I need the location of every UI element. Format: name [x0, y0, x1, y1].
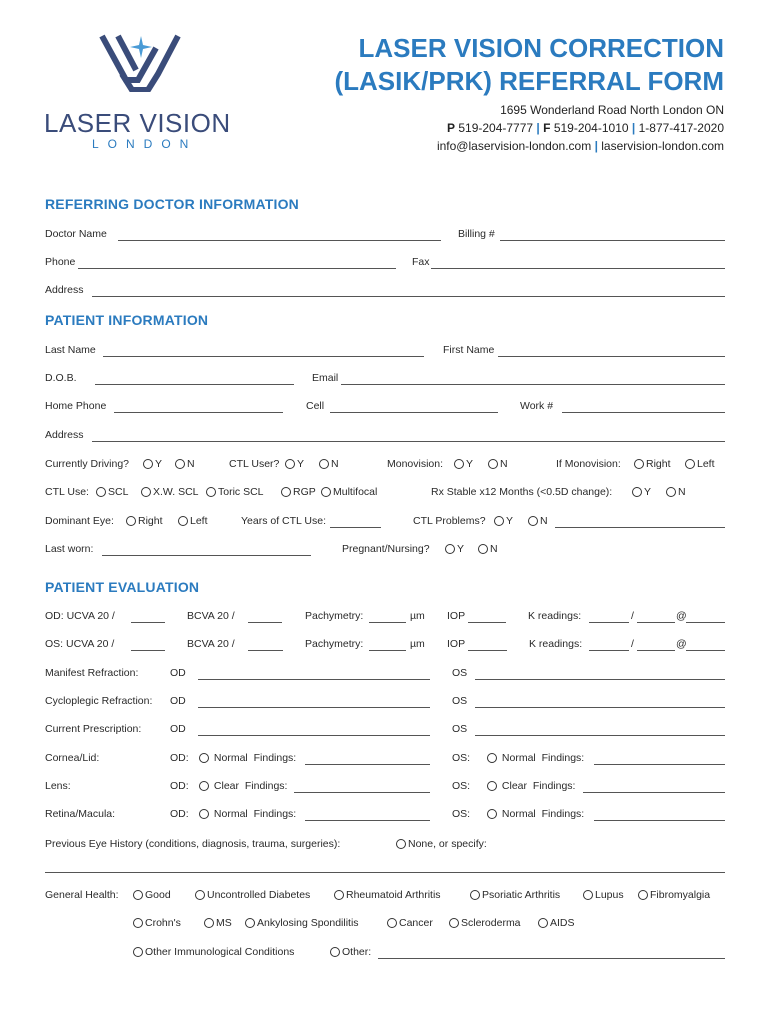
- label-cycloplegic: Cycloplegic Refraction:: [45, 695, 153, 707]
- radio-icon[interactable]: [387, 918, 397, 928]
- label-slash: /: [631, 610, 634, 622]
- lens-od-findings-field[interactable]: [294, 792, 430, 793]
- od-pachymetry-field[interactable]: [369, 622, 406, 623]
- label-previous-history: Previous Eye History (conditions, diagnosis, trauma, surgeries):: [45, 838, 341, 850]
- option-label: Other:: [342, 946, 372, 958]
- radio-icon[interactable]: [245, 918, 255, 928]
- rx-stable-no-option[interactable]: [666, 486, 686, 498]
- laser-vision-logo-icon: [96, 30, 186, 92]
- label-last-worn: Last worn:: [45, 543, 94, 555]
- health-cancer-option[interactable]: [387, 917, 433, 929]
- radio-icon[interactable]: [141, 487, 151, 497]
- option-label: Toric SCL: [218, 486, 264, 498]
- option-label: Y: [297, 458, 305, 470]
- label-at: @: [676, 638, 687, 650]
- label-billing: Billing #: [458, 228, 495, 240]
- retina-od-findings-field[interactable]: [305, 820, 430, 821]
- health-other-field[interactable]: [378, 958, 725, 959]
- label-work: Work #: [520, 400, 554, 412]
- health-scleroderma-option[interactable]: [449, 917, 521, 929]
- label-pregnant: Pregnant/Nursing?: [342, 543, 430, 555]
- separator: |: [631, 121, 636, 135]
- radio-icon[interactable]: [488, 459, 498, 469]
- label-od-iop: IOP: [447, 610, 466, 622]
- previous-history-field[interactable]: [45, 872, 725, 873]
- option-label: Rheumatoid Arthritis: [346, 889, 441, 901]
- label-od-bcva: BCVA 20 /: [187, 610, 235, 622]
- form-title-line2: (LASIK/PRK) REFERRAL FORM: [334, 66, 724, 96]
- label-last-name: Last Name: [45, 344, 96, 356]
- radio-icon[interactable]: [143, 459, 153, 469]
- option-label: Clear: [213, 780, 240, 792]
- label-os: OS: [452, 667, 468, 679]
- first-name-field[interactable]: [498, 356, 725, 357]
- radio-icon[interactable]: [285, 459, 295, 469]
- label-if-monovision: If Monovision:: [556, 458, 621, 470]
- label-od-ucva: OD: UCVA 20 /: [45, 610, 115, 622]
- retina-od-normal-option[interactable]: [199, 808, 296, 820]
- radio-icon[interactable]: [199, 753, 209, 763]
- history-none-option[interactable]: [396, 838, 487, 850]
- label-dominant-eye: Dominant Eye:: [45, 515, 114, 527]
- label-od: OD: [170, 723, 186, 735]
- manifest-od-field[interactable]: [198, 679, 430, 680]
- radio-icon[interactable]: [319, 459, 329, 469]
- label-os-ucva: OS: UCVA 20 /: [45, 638, 115, 650]
- section-heading-patient: PATIENT INFORMATION: [45, 312, 209, 328]
- option-label: Lupus: [595, 889, 624, 901]
- findings-label: Findings:: [253, 752, 297, 764]
- separator: |: [536, 121, 540, 135]
- clinic-contact: [437, 139, 724, 153]
- option-label: Uncontrolled Diabetes: [207, 889, 311, 901]
- radio-icon[interactable]: [445, 544, 455, 554]
- option-label: Y: [457, 543, 465, 555]
- radio-icon[interactable]: [204, 918, 214, 928]
- manifest-os-field[interactable]: [475, 679, 725, 680]
- billing-field[interactable]: [500, 240, 725, 241]
- label-um: µm: [410, 610, 425, 622]
- radio-icon[interactable]: [487, 809, 497, 819]
- label-first-name: First Name: [443, 344, 495, 356]
- option-label: Left: [697, 458, 715, 470]
- option-label: N: [678, 486, 686, 498]
- option-label: Clear: [501, 780, 528, 792]
- health-lupus-option[interactable]: [583, 889, 624, 901]
- health-psoriatic-option[interactable]: [470, 889, 560, 901]
- dominant-left-option[interactable]: [178, 515, 208, 527]
- radio-icon[interactable]: [175, 459, 185, 469]
- radio-icon[interactable]: [133, 947, 143, 957]
- clinic-address: 1695 Wonderland Road North London ON: [500, 103, 724, 117]
- phone-number: 519-204-7777: [458, 121, 534, 135]
- last-name-field[interactable]: [103, 356, 424, 357]
- radio-icon[interactable]: [199, 781, 209, 791]
- label-years-ctl: Years of CTL Use:: [241, 515, 327, 527]
- radio-icon[interactable]: [638, 890, 648, 900]
- lens-os-clear-option[interactable]: [487, 780, 575, 792]
- radio-icon[interactable]: [528, 516, 538, 526]
- option-label: X.W. SCL: [153, 486, 199, 498]
- ctl-problems-field[interactable]: [555, 527, 725, 528]
- label-od-colon: OD:: [170, 780, 189, 792]
- health-other-option[interactable]: [330, 946, 371, 958]
- email-field[interactable]: [341, 384, 725, 385]
- os-pachymetry-field[interactable]: [369, 650, 406, 651]
- ctl-rgp-option[interactable]: [281, 486, 316, 498]
- radio-icon[interactable]: [538, 918, 548, 928]
- label-os-colon: OS:: [452, 752, 471, 764]
- os-iop-field[interactable]: [468, 650, 507, 651]
- lens-od-clear-option[interactable]: [199, 780, 287, 792]
- clinic-website[interactable]: laservision-london.com: [601, 139, 724, 153]
- ctl-problems-yes-option[interactable]: [494, 515, 513, 527]
- label-doctor-name: Doctor Name: [45, 228, 107, 240]
- label-email: Email: [312, 372, 339, 384]
- cell-field[interactable]: [330, 412, 498, 413]
- option-label: Y: [155, 458, 163, 470]
- radio-icon[interactable]: [396, 839, 406, 849]
- option-label: Normal: [501, 808, 536, 820]
- driving-no-option[interactable]: [175, 458, 195, 470]
- label-general-health: General Health:: [45, 889, 119, 901]
- option-label: N: [540, 515, 548, 527]
- lens-os-findings-field[interactable]: [583, 792, 725, 793]
- option-label: None, or specify:: [408, 838, 487, 850]
- label-os-k-readings: K readings:: [529, 638, 583, 650]
- retina-os-findings-field[interactable]: [594, 820, 725, 821]
- findings-label: Findings:: [244, 780, 288, 792]
- doctor-address-field[interactable]: [92, 296, 725, 297]
- radio-icon[interactable]: [206, 487, 216, 497]
- section-heading-referring: REFERRING DOCTOR INFORMATION: [45, 196, 299, 212]
- label-ctl-use: CTL Use:: [45, 486, 89, 498]
- label-ctl-user: CTL User?: [229, 458, 280, 470]
- od-bcva-field[interactable]: [248, 622, 282, 623]
- current-rx-os-field[interactable]: [475, 735, 725, 736]
- ctl-user-no-option[interactable]: [319, 458, 339, 470]
- option-label: Normal: [501, 752, 536, 764]
- monovision-left-option[interactable]: [685, 458, 715, 470]
- fax-number: 519-204-1010: [553, 121, 629, 135]
- clinic-phones: [447, 121, 724, 135]
- option-label: Right: [646, 458, 671, 470]
- section-heading-evaluation: PATIENT EVALUATION: [45, 579, 200, 595]
- cornea-os-normal-option[interactable]: [487, 752, 584, 764]
- radio-icon[interactable]: [583, 890, 593, 900]
- radio-icon[interactable]: [330, 947, 340, 957]
- cornea-od-normal-option[interactable]: [199, 752, 296, 764]
- radio-icon[interactable]: [632, 487, 642, 497]
- radio-icon[interactable]: [281, 487, 291, 497]
- option-label: Fibromyalgia: [650, 889, 711, 901]
- label-cell: Cell: [306, 400, 325, 412]
- label-manifest: Manifest Refraction:: [45, 667, 139, 679]
- phone-prefix: P: [446, 121, 455, 135]
- monovision-yes-option[interactable]: [454, 458, 473, 470]
- option-label: Psoriatic Arthritis: [482, 889, 561, 901]
- option-label: N: [331, 458, 339, 470]
- label-od-pachymetry: Pachymetry:: [305, 610, 364, 622]
- health-good-option[interactable]: [133, 889, 171, 901]
- radio-icon[interactable]: [449, 918, 459, 928]
- option-label: Scleroderma: [461, 917, 521, 929]
- work-field[interactable]: [562, 412, 725, 413]
- cycloplegic-os-field[interactable]: [475, 707, 725, 708]
- option-label: Left: [190, 515, 208, 527]
- option-label: Y: [644, 486, 652, 498]
- clinic-email[interactable]: info@laservision-london.com: [436, 139, 592, 153]
- form-title-line1: LASER VISION CORRECTION: [358, 33, 724, 63]
- option-label: Cancer: [399, 917, 433, 929]
- option-label: Ankylosing Spondilitis: [257, 917, 359, 929]
- cornea-os-findings-field[interactable]: [594, 764, 725, 765]
- radio-icon[interactable]: [126, 516, 136, 526]
- option-label: Good: [145, 889, 171, 901]
- label-os-iop: IOP: [447, 638, 466, 650]
- driving-yes-option[interactable]: [143, 458, 162, 470]
- label-od-colon: OD:: [170, 808, 189, 820]
- health-diabetes-option[interactable]: [195, 889, 310, 901]
- radio-icon[interactable]: [487, 753, 497, 763]
- cornea-od-findings-field[interactable]: [305, 764, 430, 765]
- option-label: N: [500, 458, 508, 470]
- dominant-right-option[interactable]: [126, 515, 163, 527]
- option-label: Crohn's: [145, 917, 181, 929]
- option-label: Y: [466, 458, 474, 470]
- option-label: SCL: [108, 486, 129, 498]
- label-od-k-readings: K readings:: [528, 610, 582, 622]
- cycloplegic-od-field[interactable]: [198, 707, 430, 708]
- option-label: Y: [506, 515, 514, 527]
- ctl-scl-option[interactable]: [96, 486, 128, 498]
- patient-address-field[interactable]: [92, 441, 725, 442]
- label-patient-address: Address: [45, 429, 84, 441]
- label-current-rx: Current Prescription:: [45, 723, 142, 735]
- radio-icon[interactable]: [454, 459, 464, 469]
- doctor-name-field[interactable]: [118, 240, 441, 241]
- radio-icon[interactable]: [334, 890, 344, 900]
- option-label: Normal: [213, 752, 248, 764]
- health-other-immuno-option[interactable]: [133, 946, 294, 958]
- radio-icon[interactable]: [494, 516, 504, 526]
- label-home-phone: Home Phone: [45, 400, 107, 412]
- os-k2-field[interactable]: [637, 650, 675, 651]
- monovision-right-option[interactable]: [634, 458, 671, 470]
- radio-icon[interactable]: [685, 459, 695, 469]
- radio-icon[interactable]: [321, 487, 331, 497]
- ctl-xw-scl-option[interactable]: [141, 486, 199, 498]
- rx-stable-yes-option[interactable]: [632, 486, 651, 498]
- od-iop-field[interactable]: [468, 622, 506, 623]
- pregnant-no-option[interactable]: [478, 543, 498, 555]
- option-label: N: [187, 458, 195, 470]
- dob-field[interactable]: [95, 384, 294, 385]
- label-dob: D.O.B.: [45, 372, 77, 384]
- option-label: N: [490, 543, 498, 555]
- label-retina: Retina/Macula:: [45, 808, 116, 820]
- radio-icon[interactable]: [666, 487, 676, 497]
- label-monovision: Monovision:: [387, 458, 444, 470]
- option-label: AIDS: [550, 917, 575, 929]
- label-cornea: Cornea/Lid:: [45, 752, 100, 764]
- current-rx-od-field[interactable]: [198, 735, 430, 736]
- findings-label: Findings:: [541, 808, 585, 820]
- home-phone-field[interactable]: [114, 412, 283, 413]
- radio-icon[interactable]: [199, 809, 209, 819]
- radio-icon[interactable]: [133, 918, 143, 928]
- label-os-colon: OS:: [452, 808, 471, 820]
- years-ctl-field[interactable]: [330, 527, 381, 528]
- label-os: OS: [452, 723, 468, 735]
- label-at: @: [676, 610, 687, 622]
- health-fibromyalgia-option[interactable]: [638, 889, 710, 901]
- label-os-colon: OS:: [452, 780, 471, 792]
- ctl-toric-scl-option[interactable]: [206, 486, 264, 498]
- findings-label: Findings:: [253, 808, 297, 820]
- radio-icon[interactable]: [487, 781, 497, 791]
- doctor-phone-field[interactable]: [78, 268, 396, 269]
- os-ucva-field[interactable]: [131, 650, 165, 651]
- ctl-user-yes-option[interactable]: [285, 458, 304, 470]
- label-od: OD: [170, 695, 186, 707]
- radio-icon[interactable]: [133, 890, 143, 900]
- label-lens: Lens:: [45, 780, 71, 792]
- ctl-problems-no-option[interactable]: [528, 515, 548, 527]
- option-label: Other Immunological Conditions: [145, 946, 295, 958]
- retina-os-normal-option[interactable]: [487, 808, 584, 820]
- logo-subtitle: LONDON: [92, 137, 198, 151]
- findings-label: Findings:: [532, 780, 576, 792]
- option-label: RGP: [293, 486, 316, 498]
- radio-icon[interactable]: [478, 544, 488, 554]
- logo-wordmark: LASER VISION: [44, 108, 231, 138]
- label-ctl-problems: CTL Problems?: [413, 515, 486, 527]
- doctor-fax-field[interactable]: [431, 268, 725, 269]
- health-rheumatoid-option[interactable]: [334, 889, 441, 901]
- health-aids-option[interactable]: [538, 917, 575, 929]
- label-address: Address: [45, 284, 84, 296]
- label-slash: /: [631, 638, 634, 650]
- radio-icon[interactable]: [96, 487, 106, 497]
- radio-icon[interactable]: [470, 890, 480, 900]
- label-od: OD: [170, 667, 186, 679]
- label-currently-driving: Currently Driving?: [45, 458, 130, 470]
- label-fax: Fax: [412, 256, 430, 268]
- os-k1-field[interactable]: [589, 650, 629, 651]
- fax-prefix: F: [543, 121, 551, 135]
- os-bcva-field[interactable]: [248, 650, 283, 651]
- label-os-bcva: BCVA 20 /: [187, 638, 235, 650]
- option-label: Normal: [213, 808, 248, 820]
- separator: |: [594, 139, 598, 153]
- od-k1-field[interactable]: [589, 622, 629, 623]
- radio-icon[interactable]: [195, 890, 205, 900]
- monovision-no-option[interactable]: [488, 458, 508, 470]
- option-label: Multifocal: [333, 486, 378, 498]
- option-label: Right: [138, 515, 163, 527]
- label-rx-stable: Rx Stable x12 Months (<0.5D change):: [431, 486, 613, 498]
- last-worn-field[interactable]: [102, 555, 311, 556]
- od-k2-field[interactable]: [637, 622, 675, 623]
- health-crohns-option[interactable]: [133, 917, 181, 929]
- label-os: OS: [452, 695, 468, 707]
- radio-icon[interactable]: [178, 516, 188, 526]
- label-um: µm: [410, 638, 425, 650]
- label-phone: Phone: [45, 256, 76, 268]
- label-os-pachymetry: Pachymetry:: [305, 638, 364, 650]
- ctl-multifocal-option[interactable]: [321, 486, 377, 498]
- health-ankylosing-option[interactable]: [245, 917, 359, 929]
- pregnant-yes-option[interactable]: [445, 543, 464, 555]
- option-label: MS: [216, 917, 232, 929]
- os-k-axis-field[interactable]: [686, 650, 725, 651]
- health-ms-option[interactable]: [204, 917, 232, 929]
- tollfree-number: 1-877-417-2020: [638, 121, 724, 135]
- label-od-colon: OD:: [170, 752, 189, 764]
- findings-label: Findings:: [541, 752, 585, 764]
- od-k-axis-field[interactable]: [686, 622, 725, 623]
- radio-icon[interactable]: [634, 459, 644, 469]
- od-ucva-field[interactable]: [131, 622, 165, 623]
